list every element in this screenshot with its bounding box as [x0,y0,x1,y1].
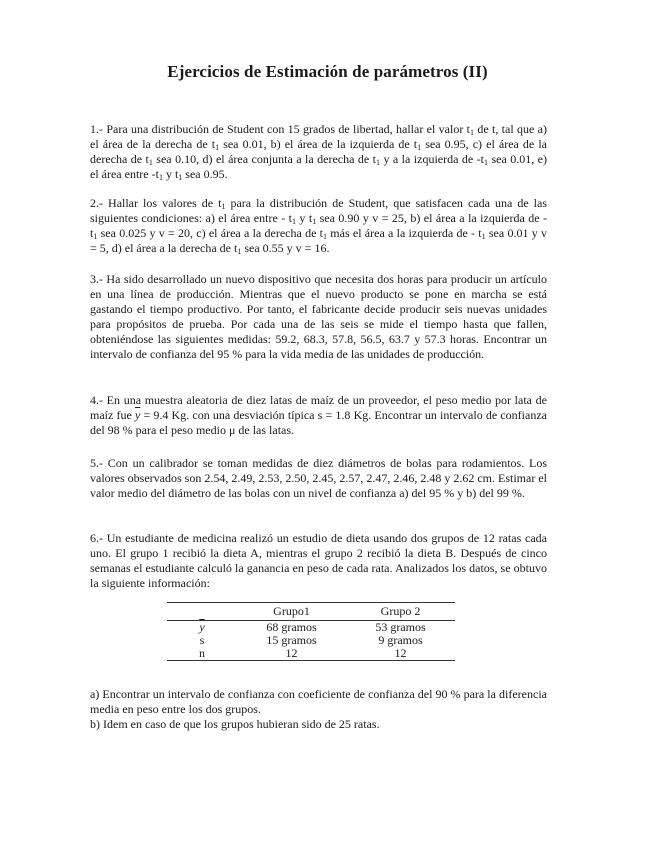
table-header [167,603,237,621]
table-cell: 12 [346,647,455,661]
table-cell: 53 gramos [375,620,426,634]
table-header: Grupo 2 [346,603,455,621]
exercise-6: 6.- Un estudiante de medicina realizó un estudio de dieta usando dos grupos de 12 ratas cada uno. El grupo 1 recibió la dieta A, mientras el grupo 2 recibió la dieta B. Después de cinco semanas el estudiante calculó la ganancia en peso de cada rata. Analizados los datos, se obtuvo la siguiente información: [90,531,547,590]
table-cell: n [167,647,237,661]
table-header: Grupo1 [237,603,346,621]
page-title: Ejercicios de Estimación de parámetros (II) [167,62,488,81]
table-cell: 12 [237,647,346,661]
table-cell: s [199,633,205,647]
exercise-1: 1.- Para una distribución de Student con 15 grados de libertad, hallar el valor $t_1$ de t, tal que a) el área de la derecha de $t_1$ sea 0.01, b) el área de la izquierda de $t_1$ sea 0.95, c) el área de la derecha de $t_1$ sea 0.10, d) el área conjunta a la derecha de $t_1$ y a la izquierda de $-t_1$ sea 0.01, e) el área entre $-t_1$ y $t_1$ sea 0.95. [90,122,547,182]
exercise-5: 5.- Con un calibrador se toman medidas de diez diámetros de bolas para rodamientos. Los valores observados son 2.54, 2.49, 2.53, 2.50, 2.45, 2.57, 2.47, 2.46, 2.48 y 2.62 cm. Estimar el valor medio del diámetro de las bolas con un nivel de confianza a) del 95 % y b) del 99 %. [90,456,547,500]
table-header-row [167,603,455,621]
table-row [167,621,455,635]
table-cell: 68 gramos [266,620,317,634]
exercise-4: 4.- En una muestra aleatoria de diez latas de maíz de un proveedor, el peso medio por lata de maíz fue $\overline{y} = 9.4$ Kg. con una desviación típica s = 1.8 Kg. Encontrar un intervalo de confianza del 98 % para el peso medio μ de las latas. [90,393,547,437]
table-cell: 9 gramos [378,633,423,647]
table-cell: 15 gramos [266,633,317,647]
exercise-3: 3.- Ha sido desarrollado un nuevo dispositivo que necesita dos horas para producir un artículo en una línea de producción. Mientras que el nuevo producto se pone en marcha se está gastando el tiempo productivo. Por tanto, el fabricante decide producir seis nuevas unidades para propósitos de prueba. Por cada una de las seis se mide el tiempo hasta que fallen, obteniéndose las siguientes medidas: 59.2, 68.3, 57.8, 56.5, 63.7 y 57.3 horas. Encontrar un intervalo de confianza del 95 % para la vida media de las unidades de producción. [90,272,547,361]
groups-table [167,602,455,661]
exercise-6-question-b: b) Idem en caso de que los grupos hubieran sido de 25 ratas. [90,717,380,731]
table-cell: $\overline{y}$ [199,620,205,634]
table-row [167,647,455,661]
exercise-2: 2.- Hallar los valores de $t_1$ para la distribución de Student, que satisfacen cada una de las siguientes condiciones: a) el área entre - $t_1$ y $t_1$ sea 0.90 y v = 25, b) el área a la izquierda de - $t_1$ sea 0.025 y v = 20, c) el área a la derecha de $t_1$ más el área a la izquierda de - $t_1$ sea 0.01 y v = 5, d) el área a la derecha de $t_1$ sea 0.55 y v = 16. [90,196,548,256]
table-row [167,634,455,647]
exercise-6-question-a: a) Encontrar un intervalo de confianza con coeficiente de confianza del 90 % para la diferencia media en peso entre los dos grupos. [90,687,547,716]
y-bar-symbol: $\overline{y}$ [134,408,141,422]
